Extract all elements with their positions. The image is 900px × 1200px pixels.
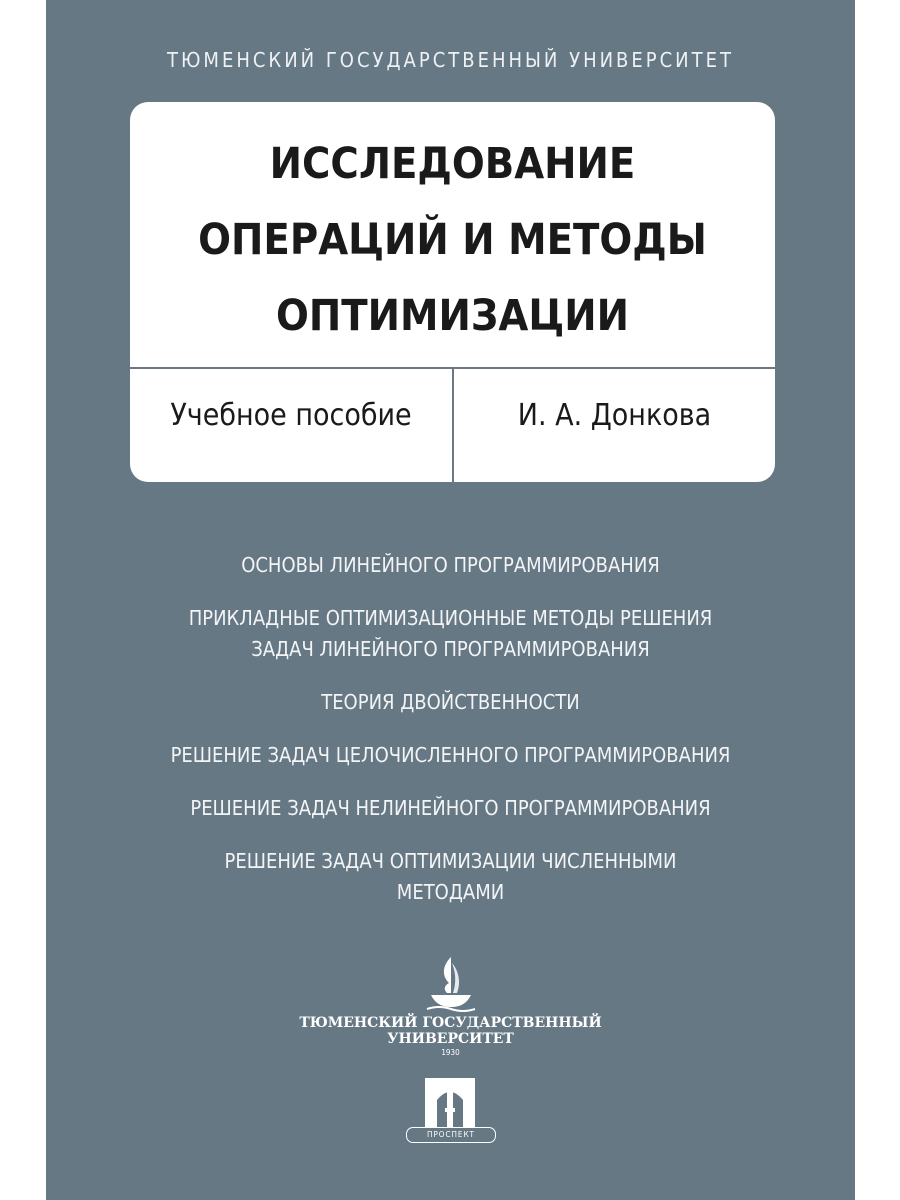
topic-item xyxy=(46,740,855,771)
topic-line: ПРИКЛАДНЫЕ ОПТИМИЗАЦИОННЫЕ МЕТОДЫ РЕШЕНИЯ xyxy=(188,606,713,630)
topic-line: РЕШЕНИЕ ЗАДАЧ ЦЕЛОЧИСЛЕННОГО ПРОГРАММИРОВАНИЯ xyxy=(170,743,731,767)
title-line: ОПТИМИЗАЦИИ xyxy=(276,291,629,341)
book-title xyxy=(130,126,775,354)
topic-line: РЕШЕНИЕ ЗАДАЧ НЕЛИНЕЙНОГО ПРОГРАММИРОВАНИЯ xyxy=(190,796,711,820)
university-header: ТЮМЕНСКИЙ ГОСУДАРСТВЕННЫЙ УНИВЕРСИТЕТ xyxy=(167,48,734,72)
imprint-label: ПРОСПЕКТ xyxy=(406,1127,496,1143)
book-cover xyxy=(46,0,855,1200)
topic-line: ТЕОРИЯ ДВОЙСТВЕННОСТИ xyxy=(321,690,580,714)
book-type: Учебное пособие xyxy=(170,398,412,433)
title-box xyxy=(130,102,775,482)
title-line: ОПЕРАЦИЙ И МЕТОДЫ xyxy=(198,215,707,265)
topic-item xyxy=(46,687,855,718)
topic-item xyxy=(46,793,855,824)
topic-item xyxy=(46,550,855,581)
topic-line: МЕТОДАМИ xyxy=(396,880,505,904)
publisher-year: 1930 xyxy=(441,1048,460,1057)
topic-line: ОСНОВЫ ЛИНЕЙНОГО ПРОГРАММИРОВАНИЯ xyxy=(241,553,660,577)
ship-sail-icon xyxy=(46,955,855,1017)
topics-list xyxy=(46,550,855,930)
title-line: ИССЛЕДОВАНИЕ xyxy=(269,139,636,189)
publisher-name-line: УНИВЕРСИТЕТ xyxy=(387,1031,514,1047)
publisher-name-line: ТЮМЕНСКИЙ ГОСУДАРСТВЕННЫЙ xyxy=(299,1015,602,1031)
topic-item xyxy=(46,846,855,908)
topic-item xyxy=(46,603,855,665)
publisher-name xyxy=(46,1015,855,1047)
topic-line: ЗАДАЧ ЛИНЕЙНОГО ПРОГРАММИРОВАНИЯ xyxy=(251,637,650,661)
topic-line: РЕШЕНИЕ ЗАДАЧ ОПТИМИЗАЦИИ ЧИСЛЕННЫМИ xyxy=(224,849,677,873)
book-author: И. А. Донкова xyxy=(517,398,712,433)
